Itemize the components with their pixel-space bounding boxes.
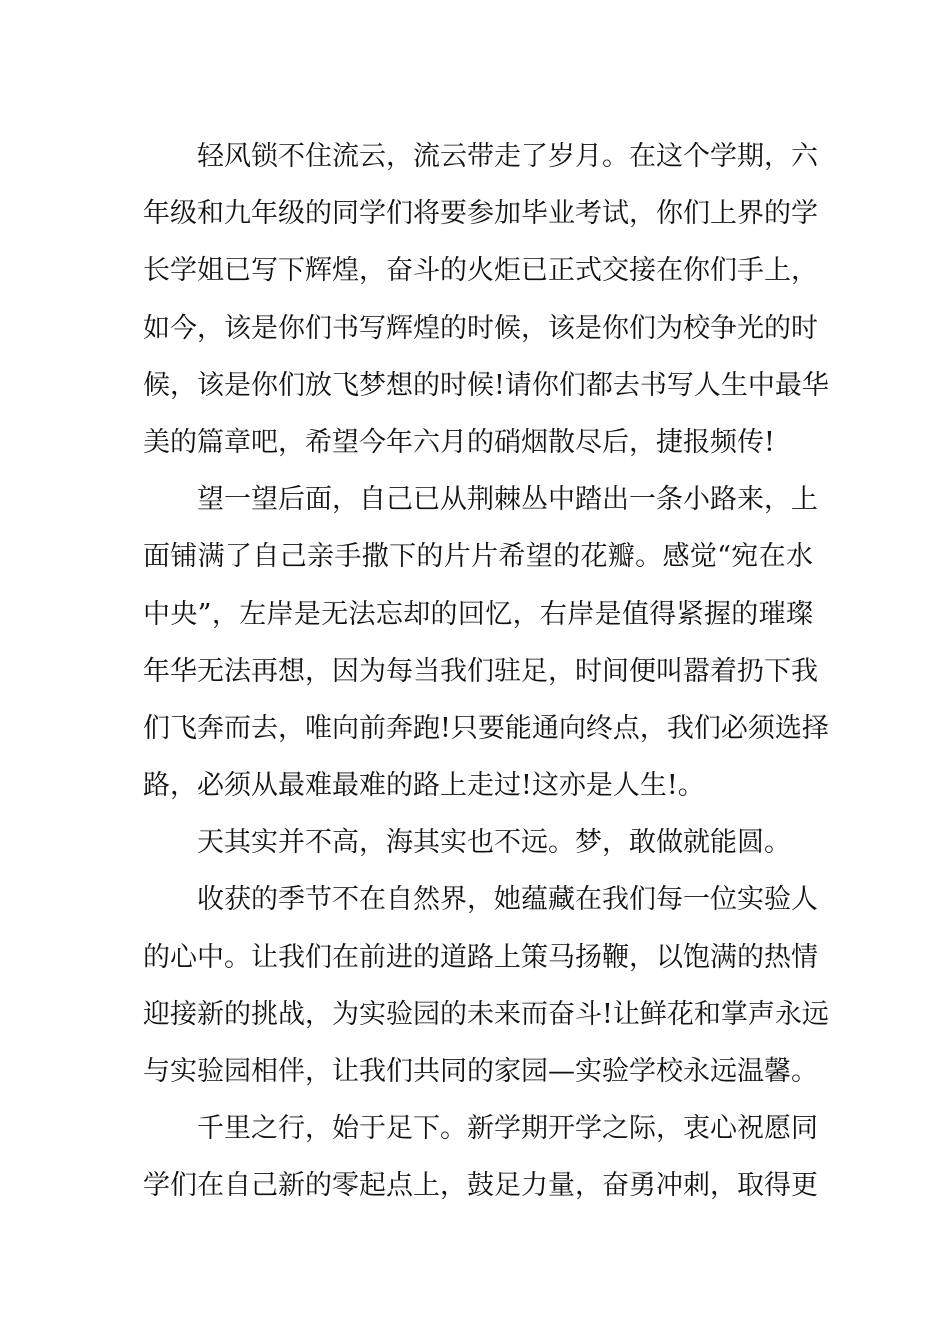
paragraph-2-line-1: 望一望后面，自己已从荆棘丛中踏出一条小路来，上 <box>197 484 818 516</box>
paragraph-4-line-3: 迎接新的挑战，为实验园的未来而奋斗!让鲜花和掌声永远 <box>143 998 829 1030</box>
paragraph-1-line-4: 如今，该是你们书写辉煌的时候，该是你们为校争光的时 <box>143 312 818 344</box>
paragraph-5-line-2: 学们在自己新的零起点上，鼓足力量，奋勇冲刺，取得更 <box>143 1170 818 1202</box>
paragraph-2-line-4: 年华无法再想，因为每当我们驻足，时间便叫嚣着扔下我 <box>143 655 818 687</box>
paragraph-1-line-3: 长学姐已写下辉煌，奋斗的火炬已正式交接在你们手上， <box>143 255 818 287</box>
document-body <box>143 128 829 1215</box>
paragraph-4-line-2: 的心中。让我们在前进的道路上策马扬鞭，以饱满的热情 <box>143 941 818 973</box>
paragraph-5-line-1: 千里之行，始于足下。新学期开学之际，衷心祝愿同 <box>197 1113 818 1145</box>
paragraph-1-line-6: 美的篇章吧，希望今年六月的硝烟散尽后，捷报频传! <box>143 426 775 458</box>
paragraph-3-line-1: 天其实并不高，海其实也不远。梦，敢做就能圆。 <box>197 827 791 859</box>
paragraph-2-line-5: 们飞奔而去，唯向前奔跑!只要能通向终点，我们必须选择 <box>143 712 829 744</box>
paragraph-4-line-1: 收获的季节不在自然界，她蕴藏在我们每一位实验人 <box>197 884 818 916</box>
paragraph-1-line-1: 轻风锁不住流云，流云带走了岁月。在这个学期，六 <box>197 141 818 172</box>
paragraph-2-line-2: 面铺满了自己亲手撒下的片片希望的花瓣。感觉“宛在水 <box>143 541 813 573</box>
paragraph-1-line-5: 候，该是你们放飞梦想的时候!请你们都去书写人生中最华 <box>143 369 829 401</box>
paragraph-1-line-2: 年级和九年级的同学们将要参加毕业考试，你们上界的学 <box>143 198 818 230</box>
paragraph-2-line-6: 路，必须从最难最难的路上走过!这亦是人生!。 <box>143 770 705 802</box>
paragraph-4-line-4: 与实验园相伴，让我们共同的家园—实验学校永远温馨。 <box>143 1056 818 1087</box>
paragraph-2-line-3: 中央”，左岸是无法忘却的回忆，右岸是值得紧握的璀璨 <box>143 598 813 630</box>
